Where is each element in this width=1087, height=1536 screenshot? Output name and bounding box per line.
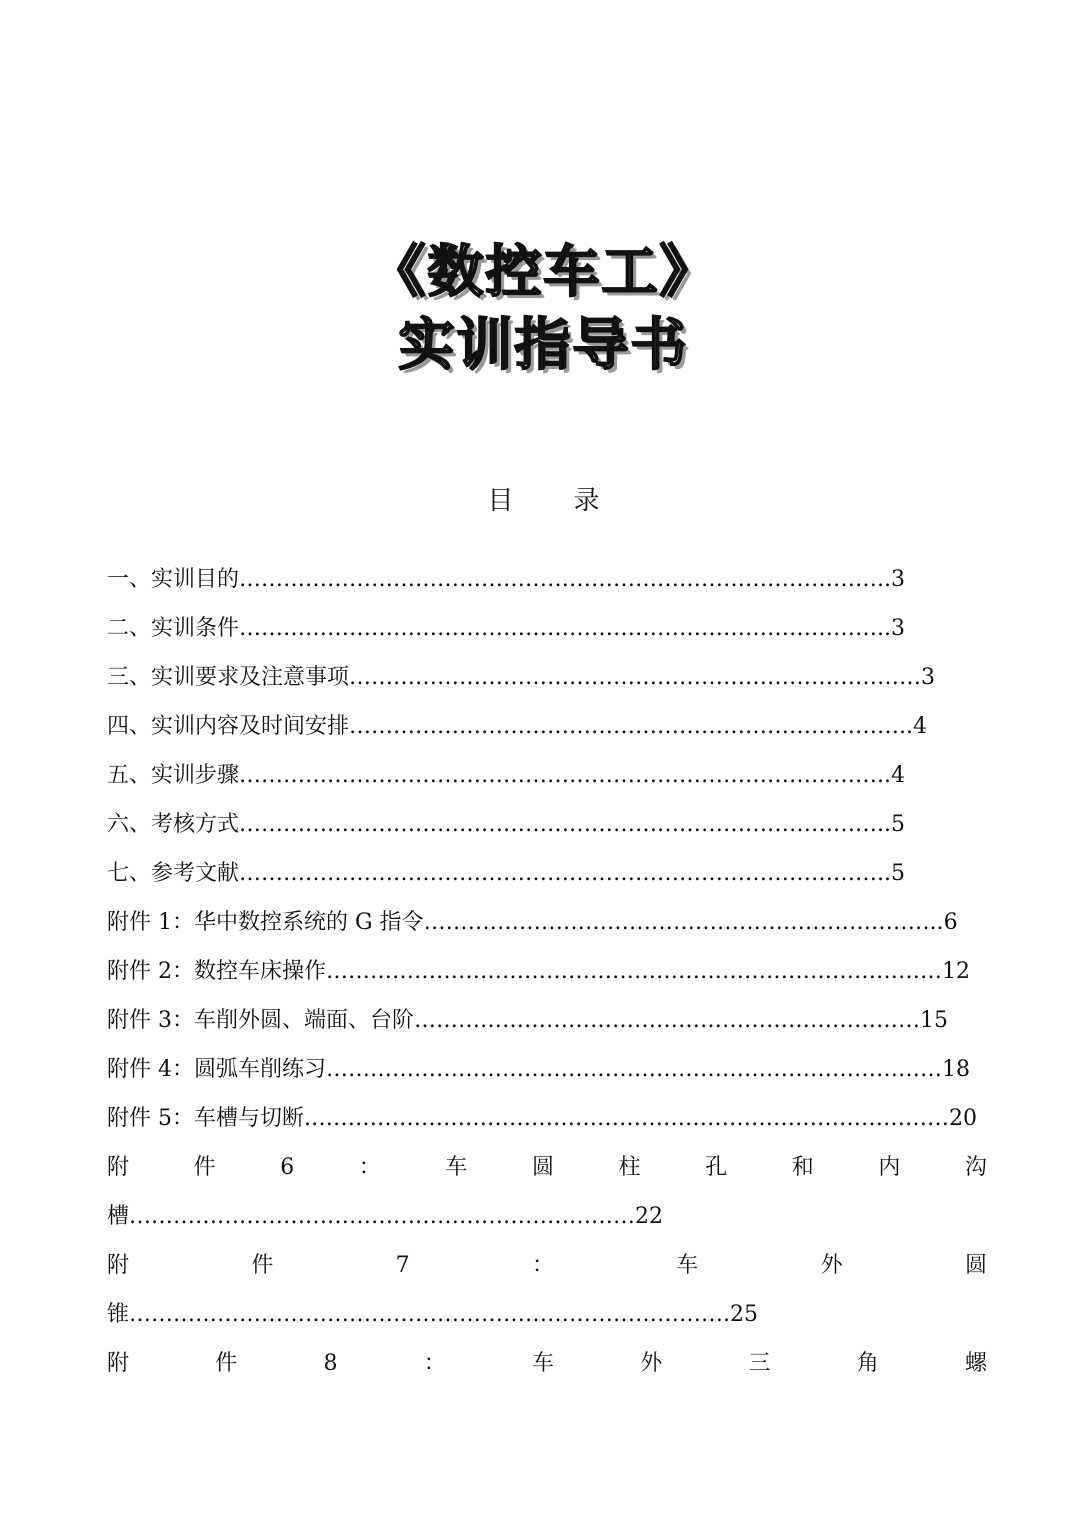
toc-leader-dots: ………………………………………………………………………… [326, 1057, 942, 1082]
toc-char: 内 [878, 1155, 901, 1180]
toc-leader-dots: …………………………………………………………… [414, 1008, 920, 1033]
toc-leader-dots: …………………………………………………………………………….. [239, 567, 892, 592]
toc-page-number: 4 [913, 714, 928, 739]
toc-page-number: 6 [943, 910, 958, 935]
toc-page-number: 5 [891, 861, 906, 886]
toc-page-number: 3 [891, 616, 906, 641]
toc-entry-justified-head[interactable] [107, 1148, 987, 1197]
toc-page-number: 3 [921, 665, 936, 690]
toc-entry-text: 三、实训要求及注意事项 [107, 665, 350, 690]
toc-char: 和 [791, 1155, 814, 1180]
toc-entry-text: 附件 5：车槽与切断 [107, 1106, 304, 1131]
toc-char: 螺 [964, 1351, 987, 1376]
toc-char: 车 [531, 1351, 554, 1376]
toc-entry[interactable] [107, 952, 987, 1001]
toc-char: ： [423, 1351, 446, 1376]
toc-entry-text: 附件 4：圆弧车削练习 [107, 1057, 326, 1082]
toc-entry-continuation[interactable] [107, 1197, 987, 1246]
toc-entry[interactable] [107, 1099, 987, 1148]
toc-entry-justified-head[interactable] [107, 1344, 987, 1393]
toc-entry-text: 七、参考文献 [107, 861, 240, 886]
toc-page-number: 4 [891, 763, 906, 788]
toc-leader-dots: …………………………………………………………………………….. [239, 861, 892, 886]
toc-page-number: 20 [949, 1106, 977, 1131]
toc-entry[interactable] [107, 560, 987, 609]
toc-entry-text: 一、实训目的 [107, 567, 240, 592]
toc-entry-text: 锥 [107, 1302, 130, 1327]
toc-char: 车 [676, 1253, 699, 1278]
toc-entry-justified-head[interactable] [107, 1246, 987, 1295]
toc-char: 圆 [964, 1253, 987, 1278]
toc-entry[interactable] [107, 1050, 987, 1099]
toc-entry[interactable] [107, 805, 987, 854]
toc-entry-continuation[interactable] [107, 1295, 987, 1344]
toc-entry[interactable] [107, 756, 987, 805]
toc-entry-text: 五、实训步骤 [107, 763, 240, 788]
toc-char: 孔 [705, 1155, 728, 1180]
toc-leader-dots: …………………………………………………………………… [349, 665, 922, 690]
toc-leader-dots: …………………………………………………………………………….. [239, 763, 892, 788]
toc-entry[interactable] [107, 854, 987, 903]
toc-entry-text: 槽 [107, 1204, 130, 1229]
toc-char: 8 [323, 1351, 338, 1376]
toc-char: 外 [640, 1351, 663, 1376]
document-title-line-1: 《数控车工》 [369, 240, 718, 305]
toc-entry-text: 四、实训内容及时间安排 [107, 714, 350, 739]
toc-page-number: 3 [891, 567, 906, 592]
toc-char: 附 [107, 1351, 130, 1376]
toc-char: 7 [395, 1253, 410, 1278]
toc-char: 附 [107, 1253, 130, 1278]
toc-entry[interactable] [107, 707, 987, 756]
toc-leader-dots: ………………………………………………………………………. [129, 1302, 731, 1327]
toc-page-number: 25 [730, 1302, 759, 1327]
toc-entry[interactable] [107, 658, 987, 707]
toc-char: 外 [820, 1253, 843, 1278]
toc-entry-text: 二、实训条件 [107, 616, 240, 641]
toc-char: ： [358, 1155, 381, 1180]
toc-char: 圆 [531, 1155, 554, 1180]
toc-entry-text: 六、考核方式 [107, 812, 240, 837]
toc-char: 件 [251, 1253, 274, 1278]
toc-entry-text: 附件 3：车削外圆、端面、台阶 [107, 1008, 414, 1033]
toc-page-number: 22 [635, 1204, 664, 1229]
toc-char: 件 [215, 1351, 238, 1376]
toc-char: 6 [280, 1155, 295, 1180]
toc-page-number: 18 [942, 1057, 970, 1082]
toc-char: 沟 [964, 1155, 987, 1180]
toc-char: 附 [107, 1155, 130, 1180]
toc-leader-dots: …………………………………………………………………………….. [239, 812, 892, 837]
toc-leader-dots: …………………………………………………………… [129, 1204, 636, 1229]
toc-entry-text: 附件 1：华中数控系统的 G 指令 [107, 910, 424, 935]
toc-entry[interactable] [107, 609, 987, 658]
toc-page-number: 12 [942, 959, 970, 984]
toc-char: 件 [193, 1155, 216, 1180]
toc-leader-dots: .…………………………………………………………………………… [304, 1106, 949, 1131]
toc-char: 车 [445, 1155, 468, 1180]
toc-char: ： [531, 1253, 554, 1278]
document-title-line-2: 实训指导书 [398, 313, 689, 378]
table-of-contents [107, 560, 987, 1393]
toc-leader-dots: ………………………………………………………………….. [349, 714, 914, 739]
toc-char: 角 [856, 1351, 879, 1376]
toc-leader-dots: …………………………………………………………….. [423, 910, 944, 935]
toc-leader-dots: …………………………………………………………………………….. [239, 616, 892, 641]
toc-page-number: 15 [920, 1008, 948, 1033]
toc-char: 柱 [618, 1155, 641, 1180]
toc-char: 三 [748, 1351, 771, 1376]
toc-leader-dots: ………………………………………………………………………… [326, 959, 942, 984]
toc-entry[interactable] [107, 903, 987, 952]
toc-page-number: 5 [891, 812, 906, 837]
toc-entry[interactable] [107, 1001, 987, 1050]
toc-entry-text: 附件 2：数控车床操作 [107, 959, 326, 984]
toc-heading: 目录 [487, 486, 660, 516]
